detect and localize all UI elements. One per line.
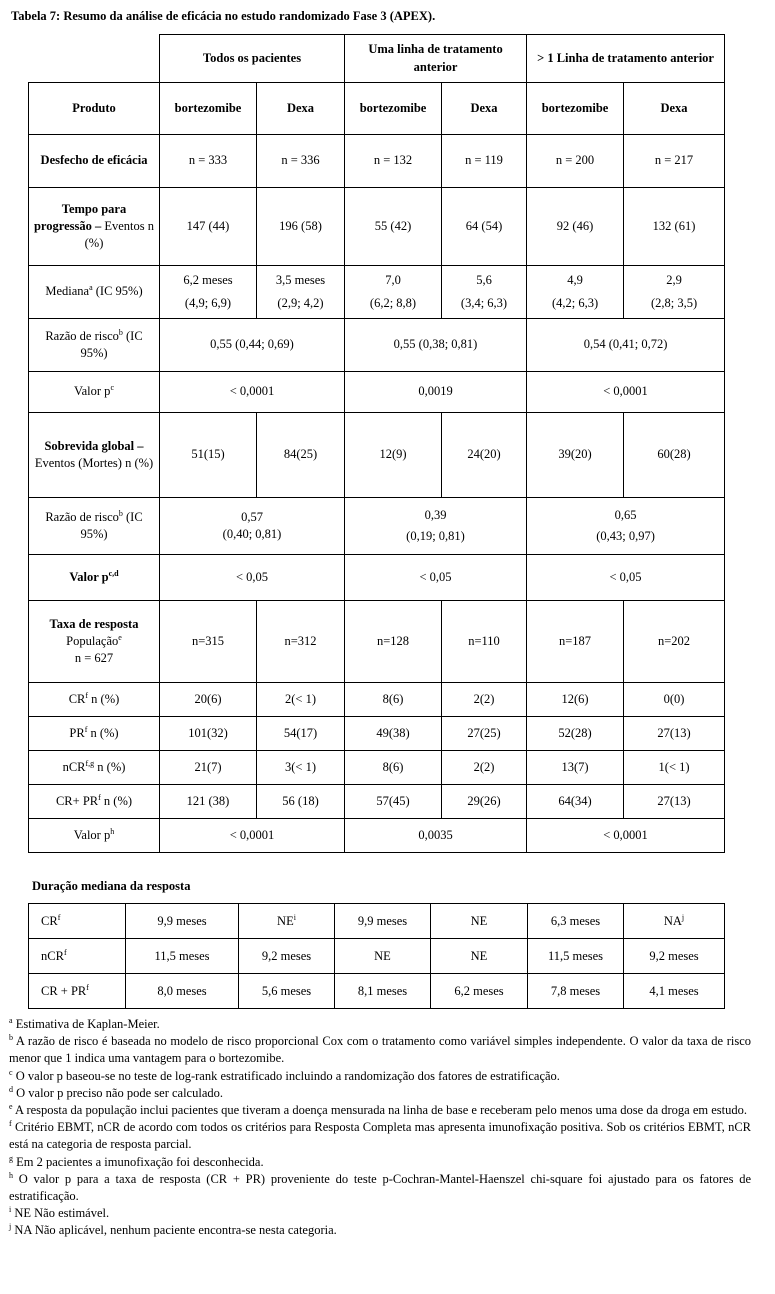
- row-label-ncr: nCR$^{f,g}$ n (%): [29, 751, 160, 785]
- cell: 6,3 meses: [528, 904, 624, 939]
- table-row: [29, 135, 725, 188]
- cell: n=202: [624, 601, 725, 683]
- table-row: [29, 819, 725, 853]
- cell: 6,2 meses (4,9; 6,9): [160, 266, 257, 319]
- cell: 49(38): [345, 717, 442, 751]
- cell: n=187: [527, 601, 624, 683]
- cell: < 0,0001: [527, 819, 725, 853]
- row-label-pr: $PR^f$ n (%): [29, 717, 160, 751]
- col-header-bortezomib: bortezomibe: [160, 83, 257, 135]
- cell: 51(15): [160, 413, 257, 498]
- cell: 2(2): [442, 683, 527, 717]
- cell: < 0,05: [160, 555, 345, 601]
- cell: 20(6): [160, 683, 257, 717]
- cell: 9,9 meses: [335, 904, 431, 939]
- cell: 0,0035: [345, 819, 527, 853]
- row-label-razao: Razão de risco$^b$ (IC 95%): [29, 498, 160, 555]
- footnote: $^f$ Critério EBMT, nCR de acordo com todos os critérios para Resposta Completa mas apresenta imunofixação positiva. Sob os critérios EBMT, nCR está na categoria de resposta parcial.: [9, 1119, 751, 1152]
- cell: 101(32): [160, 717, 257, 751]
- table-row: [29, 904, 725, 939]
- cell: 0,55 (0,38; 0,81): [345, 319, 527, 372]
- cell: < 0,0001: [527, 372, 725, 413]
- cell: n = 336: [257, 135, 345, 188]
- cell: 0,39 (0,19; 0,81): [345, 498, 527, 555]
- row-label-valor-p: Valor $p^c$: [29, 372, 160, 413]
- cell: NE: [335, 939, 431, 974]
- cell: 8,1 meses: [335, 974, 431, 1009]
- cell: $NE^i$: [239, 904, 335, 939]
- row-label-cr-pr: $CR+ PR^f$ n (%): [29, 785, 160, 819]
- duration-table: [28, 903, 725, 1009]
- group-header-more-lines: > 1 Linha de tratamento anterior: [527, 35, 725, 83]
- cell: 64(34): [527, 785, 624, 819]
- table-row: [29, 188, 725, 266]
- group-header-one-line: Uma linha de tratamento anterior: [345, 35, 527, 83]
- group-header-all: Todos os pacientes: [160, 35, 345, 83]
- table-row: [29, 751, 725, 785]
- cell: n=128: [345, 601, 442, 683]
- cell: 11,5 meses: [528, 939, 624, 974]
- cell: 7,0 (6,2; 8,8): [345, 266, 442, 319]
- footnote: $^b$ A razão de risco é baseada no modelo de risco proporcional Cox com o tratamento como variável simples independente. O valor da taxa de risco menor que 1 indica uma vantagem para o bortezomibe.: [9, 1033, 751, 1066]
- footnote: $^j$ NA Não aplicável, nenhum paciente encontra-se nesta categoria.: [9, 1222, 337, 1238]
- row-label-ttp: Tempo para progressão – Eventos n (%): [29, 188, 160, 266]
- cell: 3(< 1): [257, 751, 345, 785]
- footnote: $^d$ O valor p preciso não pode ser calculado.: [9, 1084, 223, 1100]
- cell: 52(28): [527, 717, 624, 751]
- cell: 12(6): [527, 683, 624, 717]
- cell: 84(25): [257, 413, 345, 498]
- col-header-dexa: Dexa: [624, 83, 725, 135]
- cell: 3,5 meses (2,9; 4,2): [257, 266, 345, 319]
- cell: < 0,05: [345, 555, 527, 601]
- cell: 27(25): [442, 717, 527, 751]
- cell: 147 (44): [160, 188, 257, 266]
- cell: 29(26): [442, 785, 527, 819]
- cell: 8(6): [345, 751, 442, 785]
- table-row: [29, 83, 725, 135]
- cell: 5,6 (3,4; 6,3): [442, 266, 527, 319]
- cell: 27(13): [624, 717, 725, 751]
- cell: 64 (54): [442, 188, 527, 266]
- cell: $NA^j$: [624, 904, 725, 939]
- cell: < 0,05: [527, 555, 725, 601]
- row-label-ncr: nCR$^f$: [29, 939, 126, 974]
- cell: 21(7): [160, 751, 257, 785]
- cell: 1(< 1): [624, 751, 725, 785]
- cell: 0,55 (0,44; 0,69): [160, 319, 345, 372]
- footnote: $^i$ NE Não estimável.: [9, 1205, 110, 1221]
- cell: 5,6 meses: [239, 974, 335, 1009]
- col-header-dexa: Dexa: [257, 83, 345, 135]
- footnote: $^g$ Em 2 pacientes a imunofixação foi desconhecida.: [9, 1153, 264, 1169]
- cell: 7,8 meses: [528, 974, 624, 1009]
- row-label-valor-p: Valor $p^{c,d}$: [29, 555, 160, 601]
- cell: 0,0019: [345, 372, 527, 413]
- cell: 55 (42): [345, 188, 442, 266]
- row-label-sobrevida: Sobrevida global – Eventos (Mortes) n (%): [29, 413, 160, 498]
- cell: 6,2 meses: [431, 974, 528, 1009]
- cell: 8,0 meses: [126, 974, 239, 1009]
- footnote: $^h$ O valor p para a taxa de resposta (CR + PR) proveniente do teste p-Cochran-Mantel-Haenszel chi-square foi ajustado para os fatores de estratificação.: [9, 1170, 751, 1204]
- table-row: [29, 939, 725, 974]
- cell: n = 119: [442, 135, 527, 188]
- cell: n = 132: [345, 135, 442, 188]
- table-row: [29, 413, 725, 498]
- table-row: [29, 35, 725, 83]
- footnote: $^a$ Estimativa de Kaplan-Meier.: [9, 1015, 160, 1031]
- cell: n=110: [442, 601, 527, 683]
- cell: 132 (61): [624, 188, 725, 266]
- cell: 39(20): [527, 413, 624, 498]
- row-label-cr: $CR^f$ n (%): [29, 683, 160, 717]
- cell: 60(28): [624, 413, 725, 498]
- cell: 0,54 (0,41; 0,72): [527, 319, 725, 372]
- empty-cell: [29, 35, 160, 83]
- table-row: [29, 601, 725, 683]
- table-row: [29, 372, 725, 413]
- row-label-cr-pr: CR + $PR^f$: [29, 974, 126, 1009]
- cell: 12(9): [345, 413, 442, 498]
- row-label-valor-p: Valor $p^h$: [29, 819, 160, 853]
- table-caption: Tabela 7: Resumo da análise de eficácia no estudo randomizado Fase 3 (APEX).: [11, 9, 436, 23]
- table-row: [29, 555, 725, 601]
- table-row: [29, 717, 725, 751]
- cell: < 0,0001: [160, 372, 345, 413]
- cell: 196 (58): [257, 188, 345, 266]
- cell: n = 200: [527, 135, 624, 188]
- cell: 54(17): [257, 717, 345, 751]
- efficacy-table: [28, 34, 725, 853]
- cell: NE: [431, 904, 528, 939]
- row-label-razao: Razão de risco$^b$ (IC 95%): [29, 319, 160, 372]
- cell: 2(2): [442, 751, 527, 785]
- col-header-bortezomib: bortezomibe: [345, 83, 442, 135]
- cell: 27(13): [624, 785, 725, 819]
- cell: 0(0): [624, 683, 725, 717]
- table-row: [29, 266, 725, 319]
- cell: 11,5 meses: [126, 939, 239, 974]
- row-label-taxa: Taxa de resposta População$^e$ n = 627: [29, 601, 160, 683]
- cell: 56 (18): [257, 785, 345, 819]
- cell: 4,1 meses: [624, 974, 725, 1009]
- col-header-bortezomib: bortezomibe: [527, 83, 624, 135]
- table-row: [29, 683, 725, 717]
- cell: n=315: [160, 601, 257, 683]
- cell: 8(6): [345, 683, 442, 717]
- cell: 0,57 (0,40; 0,81): [160, 498, 345, 555]
- table-row: [29, 498, 725, 555]
- cell: n = 333: [160, 135, 257, 188]
- footnote: $^e$ A resposta da população inclui pacientes que tiveram a doença mensurada na linha de base e receberam pelo menos uma dose da droga em estudo.: [9, 1101, 748, 1118]
- footnote: $^c$ O valor p baseou-se no teste de log-rank estratificado incluindo a randomização dos fatores de estratificação.: [9, 1067, 560, 1083]
- cell: NE: [431, 939, 528, 974]
- col-header-dexa: Dexa: [442, 83, 527, 135]
- footnotes: [9, 1016, 751, 1240]
- duration-title: Duração mediana da resposta: [32, 879, 191, 893]
- cell: 92 (46): [527, 188, 624, 266]
- cell: n = 217: [624, 135, 725, 188]
- product-header: Produto: [29, 83, 160, 135]
- cell: 2(< 1): [257, 683, 345, 717]
- cell: 57(45): [345, 785, 442, 819]
- cell: 13(7): [527, 751, 624, 785]
- cell: n=312: [257, 601, 345, 683]
- cell: 9,9 meses: [126, 904, 239, 939]
- row-label-desfecho: Desfecho de eficácia: [29, 135, 160, 188]
- table-row: [29, 974, 725, 1009]
- row-label-cr: $CR^f$: [29, 904, 126, 939]
- cell: 4,9 (4,2; 6,3): [527, 266, 624, 319]
- cell: 2,9 (2,8; 3,5): [624, 266, 725, 319]
- table-row: [29, 785, 725, 819]
- cell: 9,2 meses: [239, 939, 335, 974]
- row-label-mediana: Mediana$^a$ (IC 95%): [29, 266, 160, 319]
- cell: 0,65 (0,43; 0,97): [527, 498, 725, 555]
- cell: 9,2 meses: [624, 939, 725, 974]
- cell: 24(20): [442, 413, 527, 498]
- cell: < 0,0001: [160, 819, 345, 853]
- table-row: [29, 319, 725, 372]
- cell: 121 (38): [160, 785, 257, 819]
